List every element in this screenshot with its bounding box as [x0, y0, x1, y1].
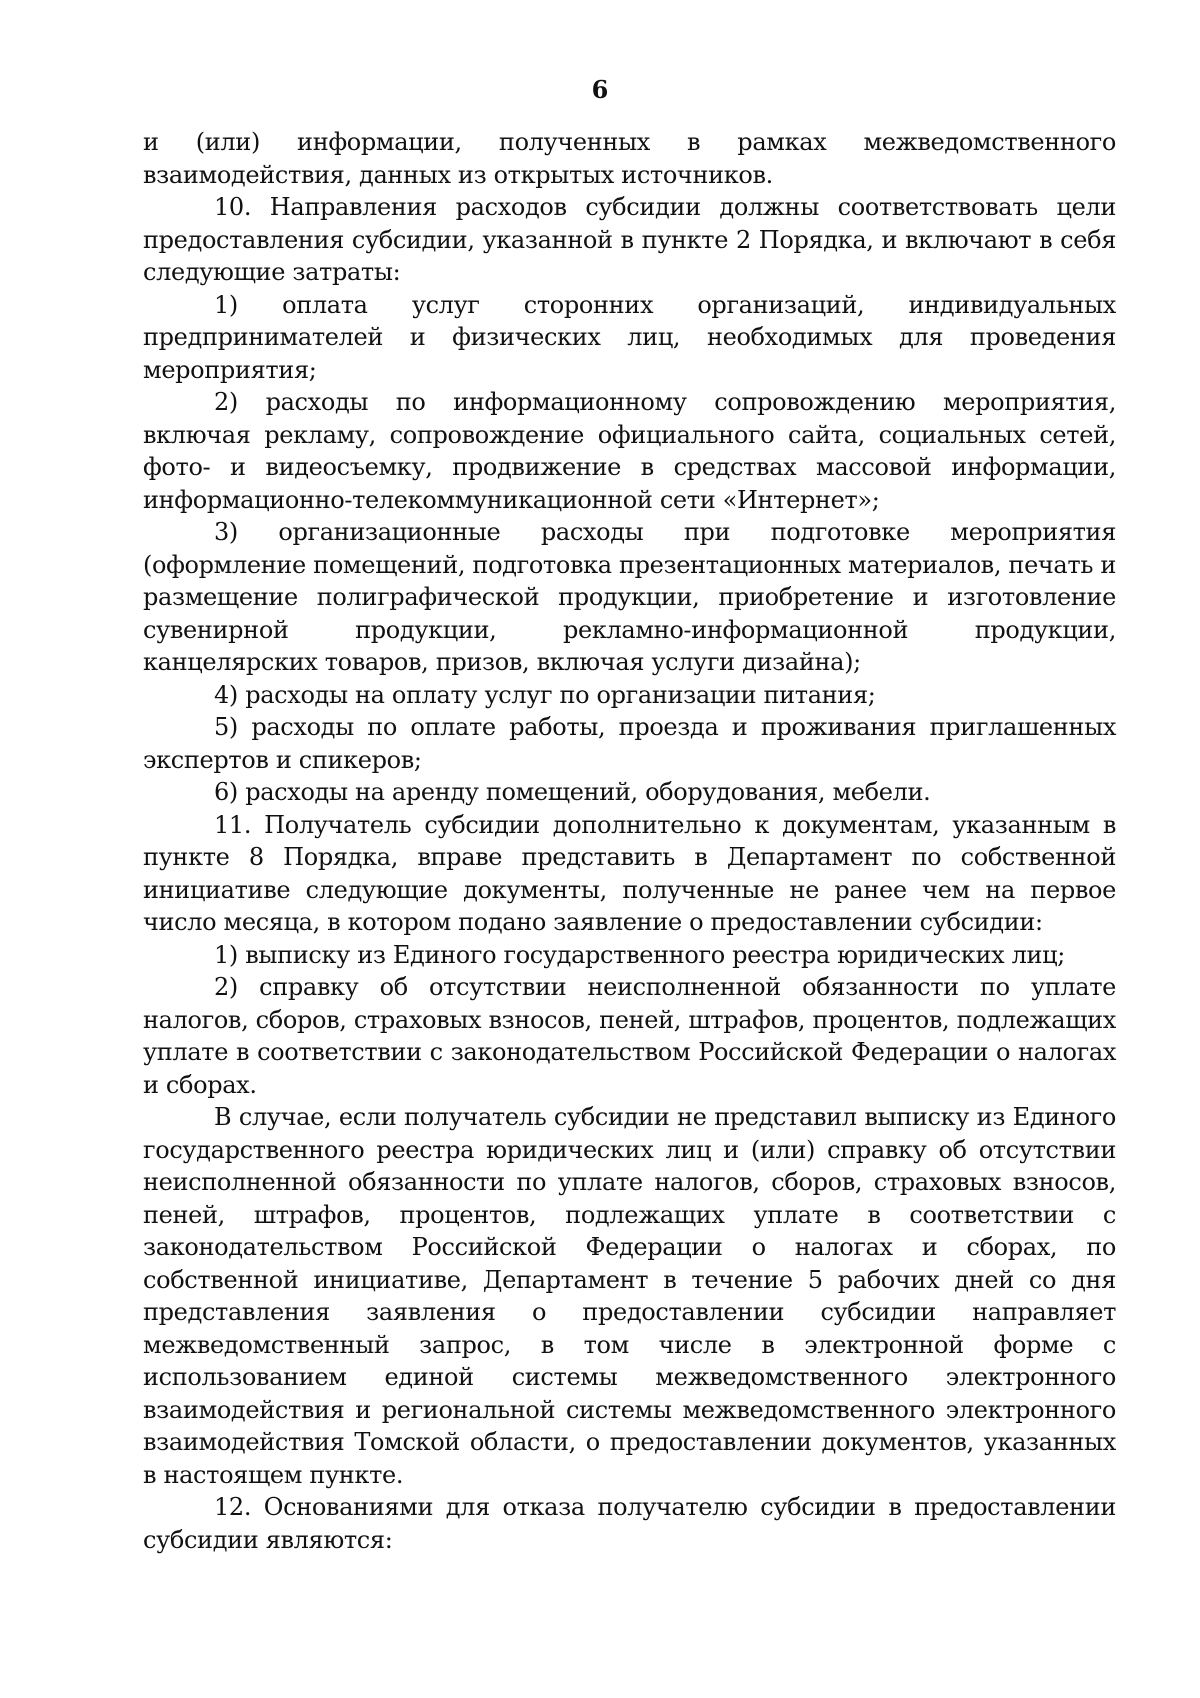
page-number: 6	[591, 75, 609, 104]
paragraph-subitem-10-1: 1) оплата услуг сторонних организаций, индивидуальных предпринимателей и физических лиц, необходимых для проведения мероприятия;	[143, 290, 1116, 384]
paragraph-subitem-10-5: 5) расходы по оплате работы, проезда и проживания приглашенных экспертов и спикеров;	[143, 713, 1116, 774]
document-body	[143, 126, 1116, 1556]
paragraph-subitem-10-3: 3) организационные расходы при подготовке мероприятия (оформление помещений, подготовка презентационных материалов, печать и размещение полиграфической продукции, приобретение и изготовление сувенирной продукции, рекламно-информационной продукции, канцелярских товаров, призов, включая услуги дизайна);	[143, 518, 1116, 676]
paragraph-subitem-10-2: 2) расходы по информационному сопровождению мероприятия, включая рекламу, сопровождение официального сайта, социальных сетей, фото- и видеосъемку, продвижение в средствах массовой информации, информационно-телекоммуникационной сети «Интернет»;	[143, 388, 1116, 514]
paragraph-item-11: 11. Получатель субсидии дополнительно к документам, указанным в пункте 8 Порядка, вправе представить в Департамент по собственной инициативе следующие документы, полученные не ранее чем на первое число месяца, в котором подано заявление о предоставлении субсидии:	[143, 810, 1116, 936]
paragraph-item-11-note: В случае, если получатель субсидии не представил выписку из Единого государственного реестра юридических лиц и (или) справку об отсутствии неисполненной обязанности по уплате налогов, сборов, страховых взносов, пеней, штрафов, процентов, подлежащих уплате в соответствии с законодательством Российской Федерации о налогах и сборах, по собственной инициативе, Департамент в течение 5 рабочих дней со дня представления заявления о предоставлении субсидии направляет межведомственный запрос, в том числе в электронной форме с использованием единой системы межведомственного электронного взаимодействия и региональной системы межведомственного электронного взаимодействия Томской области, о предоставлении документов, указанных в настоящем пункте.	[143, 1103, 1116, 1489]
paragraph-subitem-10-4: 4) расходы на оплату услуг по организации питания;	[214, 680, 876, 709]
paragraph-continuation: и (или) информации, полученных в рамках межведомственного взаимодействия, данных из открытых источников.	[143, 128, 1116, 189]
paragraph-subitem-11-1: 1) выписку из Единого государственного реестра юридических лиц;	[214, 940, 1065, 969]
paragraph-item-10: 10. Направления расходов субсидии должны соответствовать цели предоставления субсидии, указанной в пункте 2 Порядка, и включают в себя следующие затраты:	[143, 193, 1116, 286]
paragraph-subitem-10-6: 6) расходы на аренду помещений, оборудования, мебели.	[214, 778, 931, 806]
paragraph-item-12: 12. Основаниями для отказа получателю субсидии в предоставлении субсидии являются:	[143, 1493, 1116, 1554]
paragraph-subitem-11-2: 2) справку об отсутствии неисполненной обязанности по уплате налогов, сборов, страховых взносов, пеней, штрафов, процентов, подлежащих уплате в соответствии с законодательством Российской Федерации о налогах и сборах.	[143, 973, 1116, 1099]
